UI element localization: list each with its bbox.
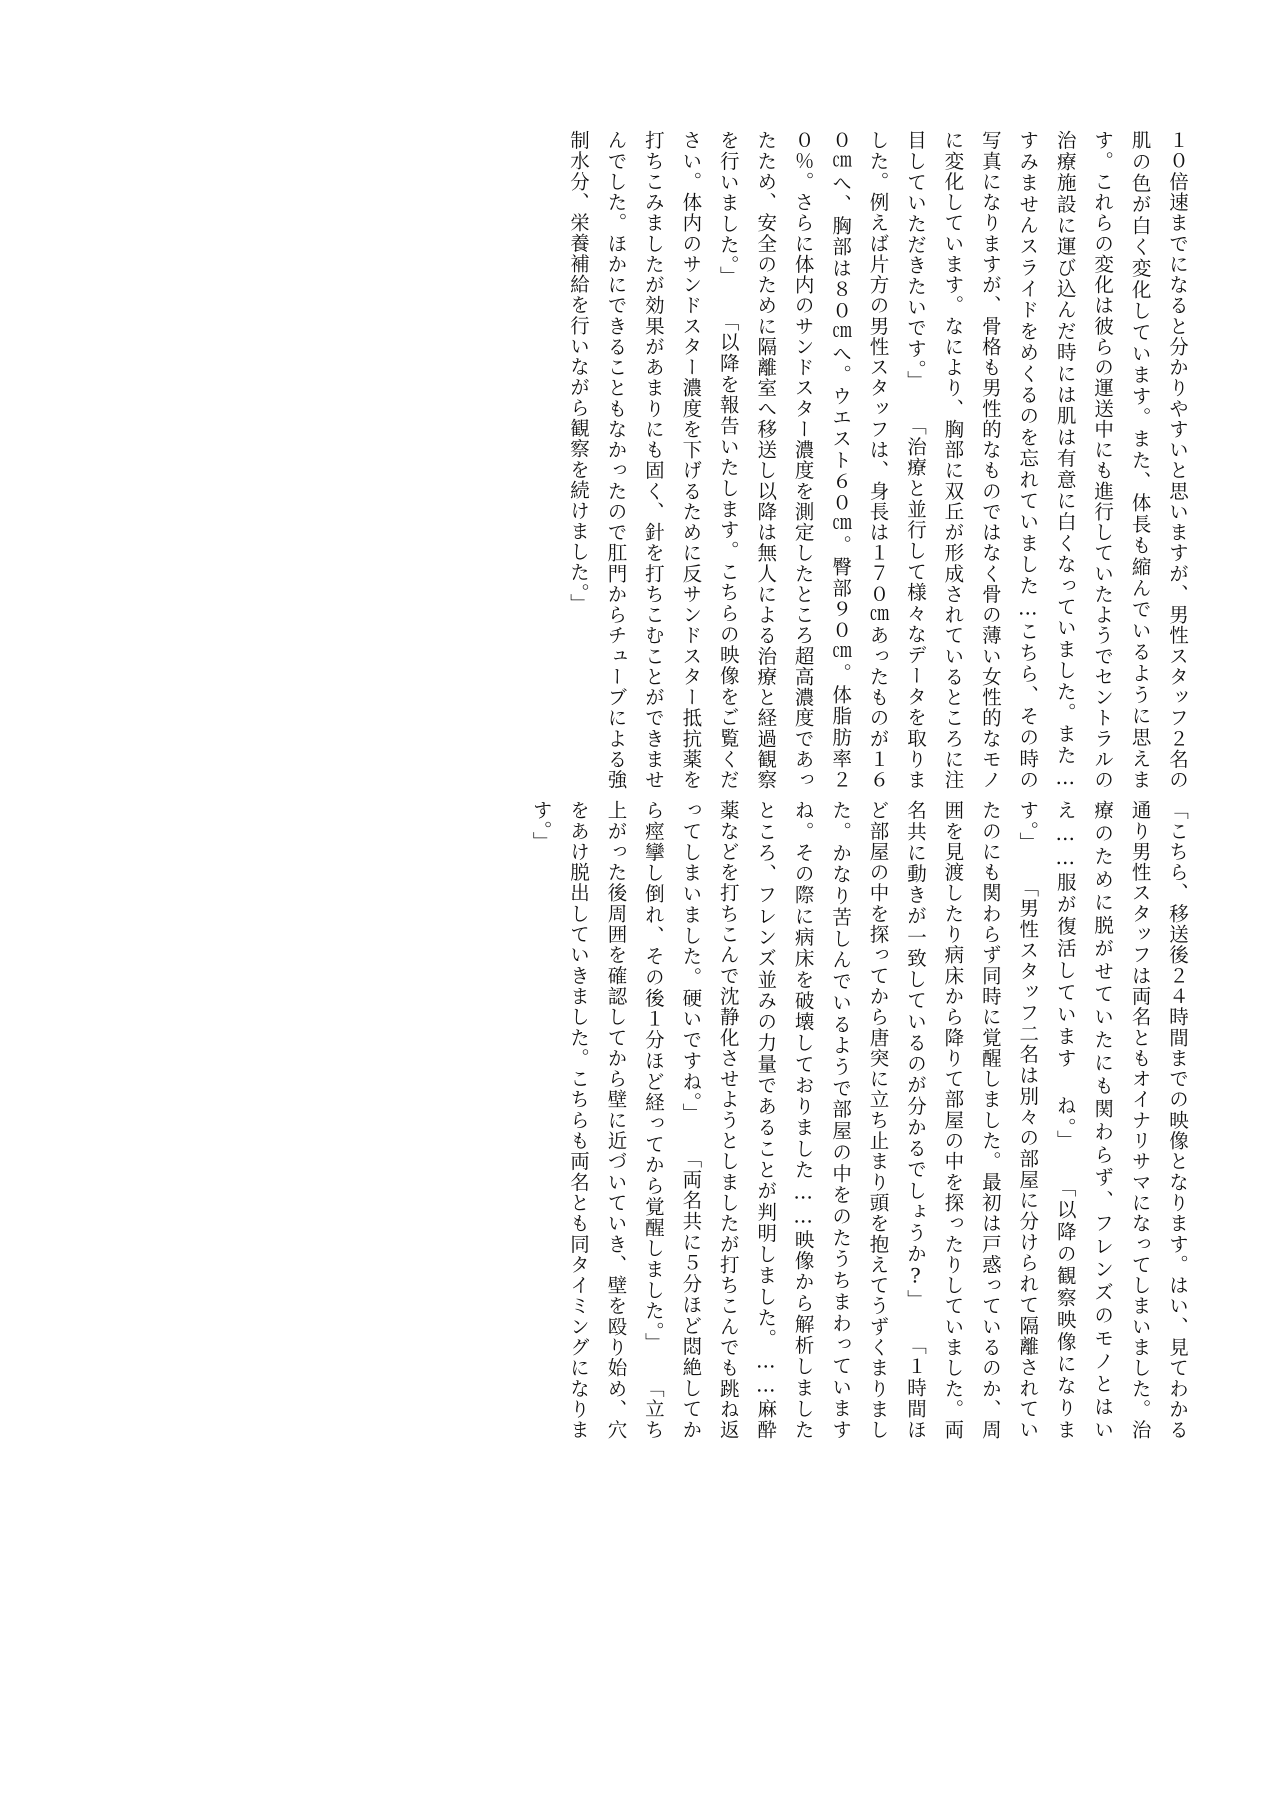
vertical-text-block-upper: １０倍速までになると分かりやすいと思いますが、男性スタッフ２名の肌の色が白く変化しています。また、体長も縮んでいるように思えます。これらの変化は彼らの運送中にも進行していたようでセントラルの治療施設に運び込んだ時には肌は有意に白くなっていました。また…すみませんスライドをめくるのを忘れていました…こちら、その時の写真になりますが、骨格も男性的なものではなく骨の薄い女性的なモノに変化しています。なにより、胸部に双丘が形成されているところに注目していただきたいです。」 「治療と並行して様々なデータを取りました。例えば片方の男性スタッフは、身長は１７０㎝あったものが１６０㎝へ、胸部は８０㎝へ。ウエスト６０㎝。臀部９０㎝。体脂肪率２０％。さらに体内のサンドスター濃度を測定したところ超高濃度であったため、安全のために隔離室へ移送し以降は無人による治療と経過観察を行いました。」 「以降を報告いたします。こちらの映像をご覧ください。体内のサンドスター濃度を下げるために反サンドスター抵抗薬を打ちこみましたが効果があまりにも固く、針を打ちこむことができませんでした。ほかにできることもなかったので肛門からチューブによる強制水分、栄養補給を行いながら観察を続けました。」 <box>567 130 1189 790</box>
vertical-text-block-lower: 「こちら、移送後２４時間までの映像となります。はい、見てわかる通り男性スタッフは両名ともオイナリサマになってしまいました。治療のために脱がせていたにも関わらず、フレンズのモノとはいえ……服が復活しています ね。」 「以降の観察映像になります。」 「男性スタッフ二名は別々の部屋に分けられて隔離されていたのにも関わらず同時に覚醒しました。最初は戸惑っているのか、周囲を見渡したり病床から降りて部屋の中を探ったりしていました。両名共に動きが一致しているのが分かるでしょうか?」 「１時間ほど部屋の中を探ってから唐突に立ち止まり頭を抱えてうずくまりました。かなり苦しんでいるようで部屋の中をのたうちまわっていますね。その際に病床を破壊しておりました……映像から解析しましたところ、フレンズ並みの力量であることが判明しました。……麻酔薬などを打ちこんで沈静化させようとしましたが打ちこんでも跳ね返ってしまいました。硬いですね。」 「両名共に５分ほど悶絶してから痙攣し倒れ、その後１分ほど経ってから覚醒しました。」 「立ち上がった後周囲を確認してから壁に近づいていき、壁を殴り始め、穴をあけ脱出していきました。こちらも両名とも同タイミングになります。」 <box>529 800 1189 1440</box>
